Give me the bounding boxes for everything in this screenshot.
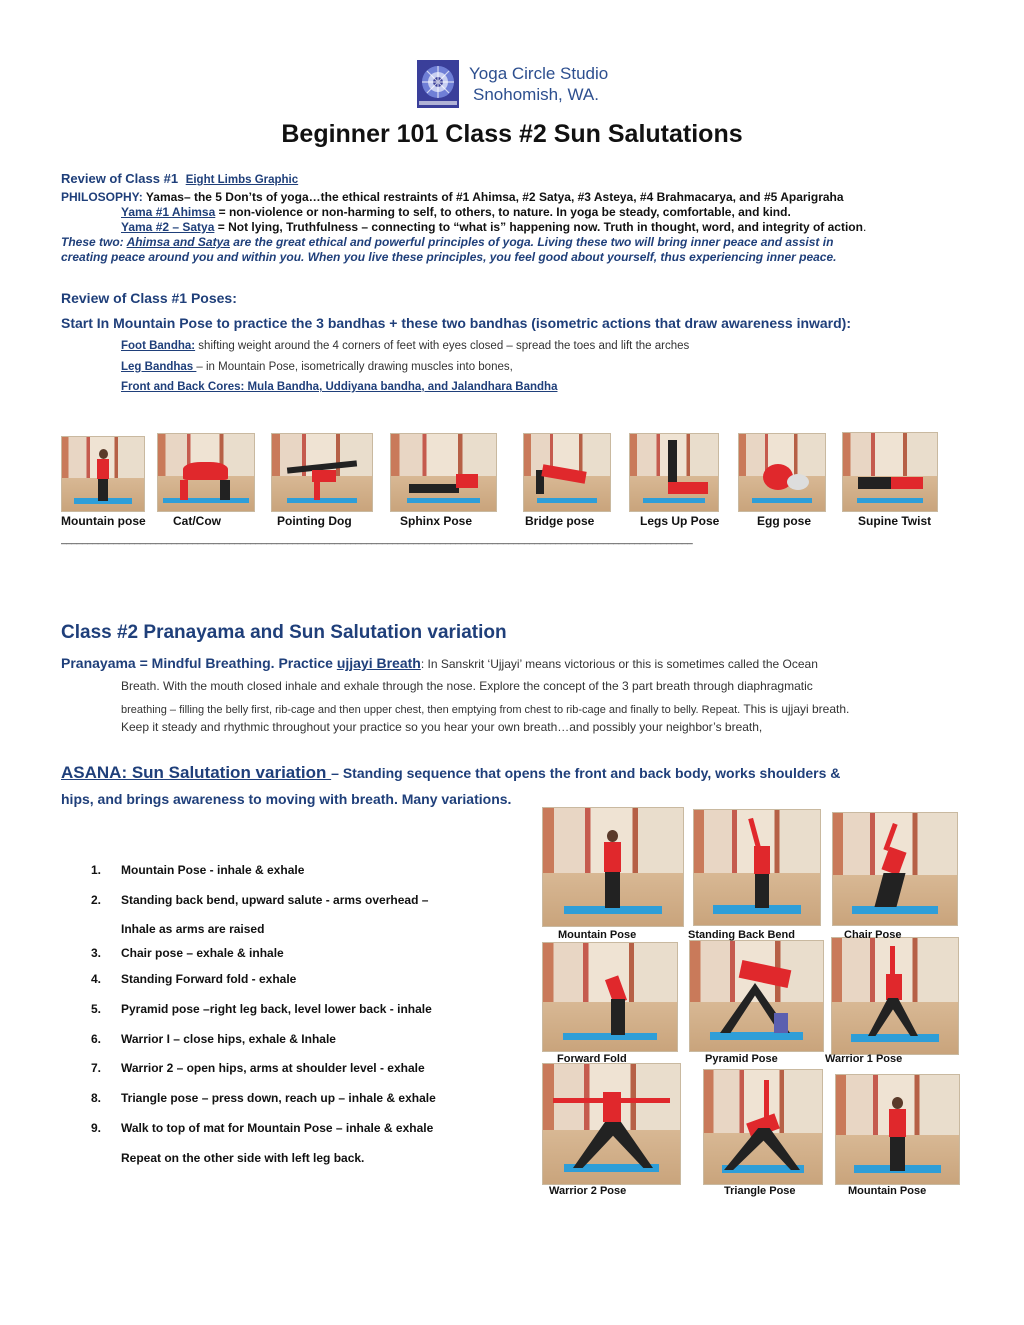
foot-bandha-text: shifting weight around the 4 corners of feet with eyes closed – spread the toes and lift the arches bbox=[195, 340, 690, 352]
step-text: Repeat on the other side with left leg back. bbox=[121, 1151, 365, 1165]
review-heading-text: Review of Class #1 bbox=[61, 171, 179, 186]
supine-twist-photo bbox=[842, 432, 938, 512]
yama2-line bbox=[121, 220, 866, 235]
step-number: 2. bbox=[91, 893, 102, 907]
logo-studio-name: Yoga Circle Studio bbox=[469, 64, 609, 83]
caption-seq-standing-back-bend: Standing Back Bend bbox=[688, 929, 795, 941]
section-divider: ________________________________________________________________________________________________________________________ bbox=[61, 534, 693, 545]
seq-mountain-pose-return-photo bbox=[835, 1074, 960, 1185]
yama2-text: = Not lying, Truthfulness – connecting to “what is” happening now. Truth in thought, word, and integrity of action bbox=[214, 220, 863, 234]
caption-supine-twist: Supine Twist bbox=[858, 514, 932, 528]
these-two-highlight: Ahimsa and Satya bbox=[126, 235, 230, 249]
caption-seq-warrior-1-pose: Warrior 1 Pose bbox=[825, 1053, 903, 1065]
review-heading bbox=[61, 171, 298, 186]
step-text: Standing back bend, upward salute - arms overhead – bbox=[121, 893, 429, 907]
yama1-label: Yama #1 Ahimsa bbox=[121, 205, 216, 219]
step-text: Walk to top of mat for Mountain Pose – inhale & exhale bbox=[121, 1121, 434, 1135]
logo-mandala-icon bbox=[417, 60, 459, 108]
page-title: Beginner 101 Class #2 Sun Salutations bbox=[281, 120, 743, 148]
legs-up-pose-photo bbox=[629, 433, 719, 512]
pranayama-line3b: This is ujjayi breath. bbox=[740, 702, 850, 716]
pranayama-line3a: breathing – filling the belly first, rib-cage and then upper chest, then emptying from chest to rib-cage and finally to belly. Repeat. bbox=[121, 704, 741, 716]
step-text: Inhale as arms are raised bbox=[121, 922, 265, 936]
bandhas-intro: Start In Mountain Pose to practice the 3 bandhas + these two bandhas (isometric actions that draw awareness inward): bbox=[61, 315, 852, 331]
caption-seq-forward-fold: Forward Fold bbox=[557, 1053, 627, 1065]
step-number: 1. bbox=[91, 863, 102, 877]
foot-bandha-line bbox=[121, 339, 689, 354]
cores-end: , and Jalandhara Bandha bbox=[421, 381, 558, 393]
bridge-pose-photo bbox=[523, 433, 611, 512]
cores-line bbox=[121, 380, 557, 395]
step-number: 5. bbox=[91, 1002, 102, 1016]
caption-seq-warrior-2-pose: Warrior 2 Pose bbox=[549, 1185, 627, 1197]
foot-bandha-label: Foot Bandha: bbox=[121, 340, 196, 352]
asana-line1 bbox=[61, 763, 840, 783]
seq-chair-pose-photo bbox=[832, 812, 958, 926]
these-two-line bbox=[61, 235, 833, 250]
leg-bandha-line bbox=[121, 360, 513, 375]
step-number: 3. bbox=[91, 946, 102, 960]
yama2-end: . bbox=[862, 220, 867, 234]
seq-standing-back-bend-photo bbox=[693, 809, 821, 926]
philosophy-label: PHILOSOPHY: bbox=[61, 190, 143, 204]
logo-location: Snohomish, WA. bbox=[473, 85, 599, 104]
leg-bandha-label: Leg Bandhas bbox=[121, 361, 197, 373]
seq-warrior-1-pose-photo bbox=[831, 937, 959, 1055]
studio-logo bbox=[417, 60, 617, 110]
step-text: Chair pose – exhale & inhale bbox=[121, 946, 284, 960]
caption-seq-pyramid-pose: Pyramid Pose bbox=[705, 1053, 778, 1065]
step-number: 9. bbox=[91, 1121, 102, 1135]
step-text: Mountain Pose - inhale & exhale bbox=[121, 863, 305, 877]
asana-desc2: hips, and brings awareness to moving with breath. Many variations. bbox=[61, 791, 512, 807]
caption-pointing-dog: Pointing Dog bbox=[277, 514, 352, 528]
seq-triangle-pose-photo bbox=[703, 1069, 823, 1185]
caption-egg-pose: Egg pose bbox=[757, 514, 812, 528]
pranayama-label: Pranayama = Mindful Breathing. Practice bbox=[61, 655, 337, 671]
caption-cat-cow: Cat/Cow bbox=[173, 514, 221, 528]
seq-mountain-pose-photo bbox=[542, 807, 684, 927]
these-two-text: are the great ethical and powerful principles of yoga. Living these two will bring inner peace and assist in bbox=[229, 235, 834, 249]
caption-bridge-pose: Bridge pose bbox=[525, 514, 595, 528]
yama1-text: = non-violence or non-harming to self, to others, to nature. In yoga be steady, comfortable, and kind. bbox=[215, 205, 791, 219]
pranayama-line3 bbox=[121, 700, 849, 718]
class2-heading: Class #2 Pranayama and Sun Salutation variation bbox=[61, 622, 507, 643]
egg-pose-photo bbox=[738, 433, 826, 512]
philosophy-text: Yamas– the 5 Don’ts of yoga…the ethical restraints of #1 Ahimsa, #2 Satya, #3 Asteya, #4 Brahmacarya, and #5 Aparigraha bbox=[145, 190, 844, 204]
ujjayi-link: ujjayi Breath bbox=[336, 655, 421, 671]
pranayama-line4: Keep it steady and rhythmic throughout your practice so you hear your own breath…and possibly your neighbor’s breath, bbox=[121, 720, 763, 734]
philosophy-line bbox=[61, 190, 844, 205]
pranayama-text: : In Sanskrit ‘Ujjayi’ means victorious or this is sometimes called the Ocean bbox=[420, 657, 818, 671]
pranayama-line bbox=[61, 655, 818, 673]
poses-heading: Review of Class #1 Poses: bbox=[61, 290, 237, 306]
seq-warrior-2-pose-photo bbox=[542, 1063, 681, 1185]
cores-label: Front and Back Cores: Mula Bandha, bbox=[121, 381, 326, 393]
caption-seq-mountain-pose: Mountain Pose bbox=[558, 929, 637, 941]
caption-mountain-pose: Mountain pose bbox=[61, 514, 146, 528]
step-text: Warrior 2 – open hips, arms at shoulder level - exhale bbox=[121, 1061, 425, 1075]
cat-cow-photo bbox=[157, 433, 255, 512]
step-number: 8. bbox=[91, 1091, 102, 1105]
step-text: Triangle pose – press down, reach up – inhale & exhale bbox=[121, 1091, 436, 1105]
seq-pyramid-pose-photo bbox=[689, 940, 824, 1052]
yama1-line bbox=[121, 205, 791, 220]
step-text: Warrior I – close hips, exhale & Inhale bbox=[121, 1032, 336, 1046]
caption-legs-up-pose: Legs Up Pose bbox=[640, 514, 720, 528]
seq-forward-fold-photo bbox=[542, 942, 678, 1052]
sphinx-pose-photo bbox=[390, 433, 497, 512]
these-two-label: These two: bbox=[61, 235, 127, 249]
pranayama-line2: Breath. With the mouth closed inhale and exhale through the nose. Explore the concept of the 3 part breath through diaphragmatic bbox=[121, 679, 813, 693]
uddiyana-link: Uddiyana bandha bbox=[325, 381, 422, 393]
step-text: Standing Forward fold - exhale bbox=[121, 972, 297, 986]
caption-seq-triangle-pose: Triangle Pose bbox=[724, 1185, 796, 1197]
pointing-dog-photo bbox=[271, 433, 373, 512]
asana-desc1: – Standing sequence that opens the front and back body, works shoulders & bbox=[331, 765, 841, 781]
eight-limbs-link[interactable]: Eight Limbs Graphic bbox=[185, 174, 299, 186]
leg-bandha-text: – in Mountain Pose, isometrically drawing muscles into bones, bbox=[196, 361, 513, 373]
these-two-line2: creating peace around you and within you. When you live these principles, you feel good about yourself, thus experiencing inner peace. bbox=[61, 250, 837, 264]
mountain-pose-photo bbox=[61, 436, 145, 512]
step-number: 7. bbox=[91, 1061, 102, 1075]
caption-seq-mountain-pose-return: Mountain Pose bbox=[848, 1185, 927, 1197]
step-text: Pyramid pose –right leg back, level lower back - inhale bbox=[121, 1002, 432, 1016]
step-number: 4. bbox=[91, 972, 102, 986]
yama2-label: Yama #2 – Satya bbox=[121, 220, 215, 234]
caption-seq-chair-pose: Chair Pose bbox=[844, 929, 902, 941]
asana-title: ASANA: Sun Salutation variation bbox=[61, 763, 332, 782]
step-number: 6. bbox=[91, 1032, 102, 1046]
caption-sphinx-pose: Sphinx Pose bbox=[400, 514, 473, 528]
